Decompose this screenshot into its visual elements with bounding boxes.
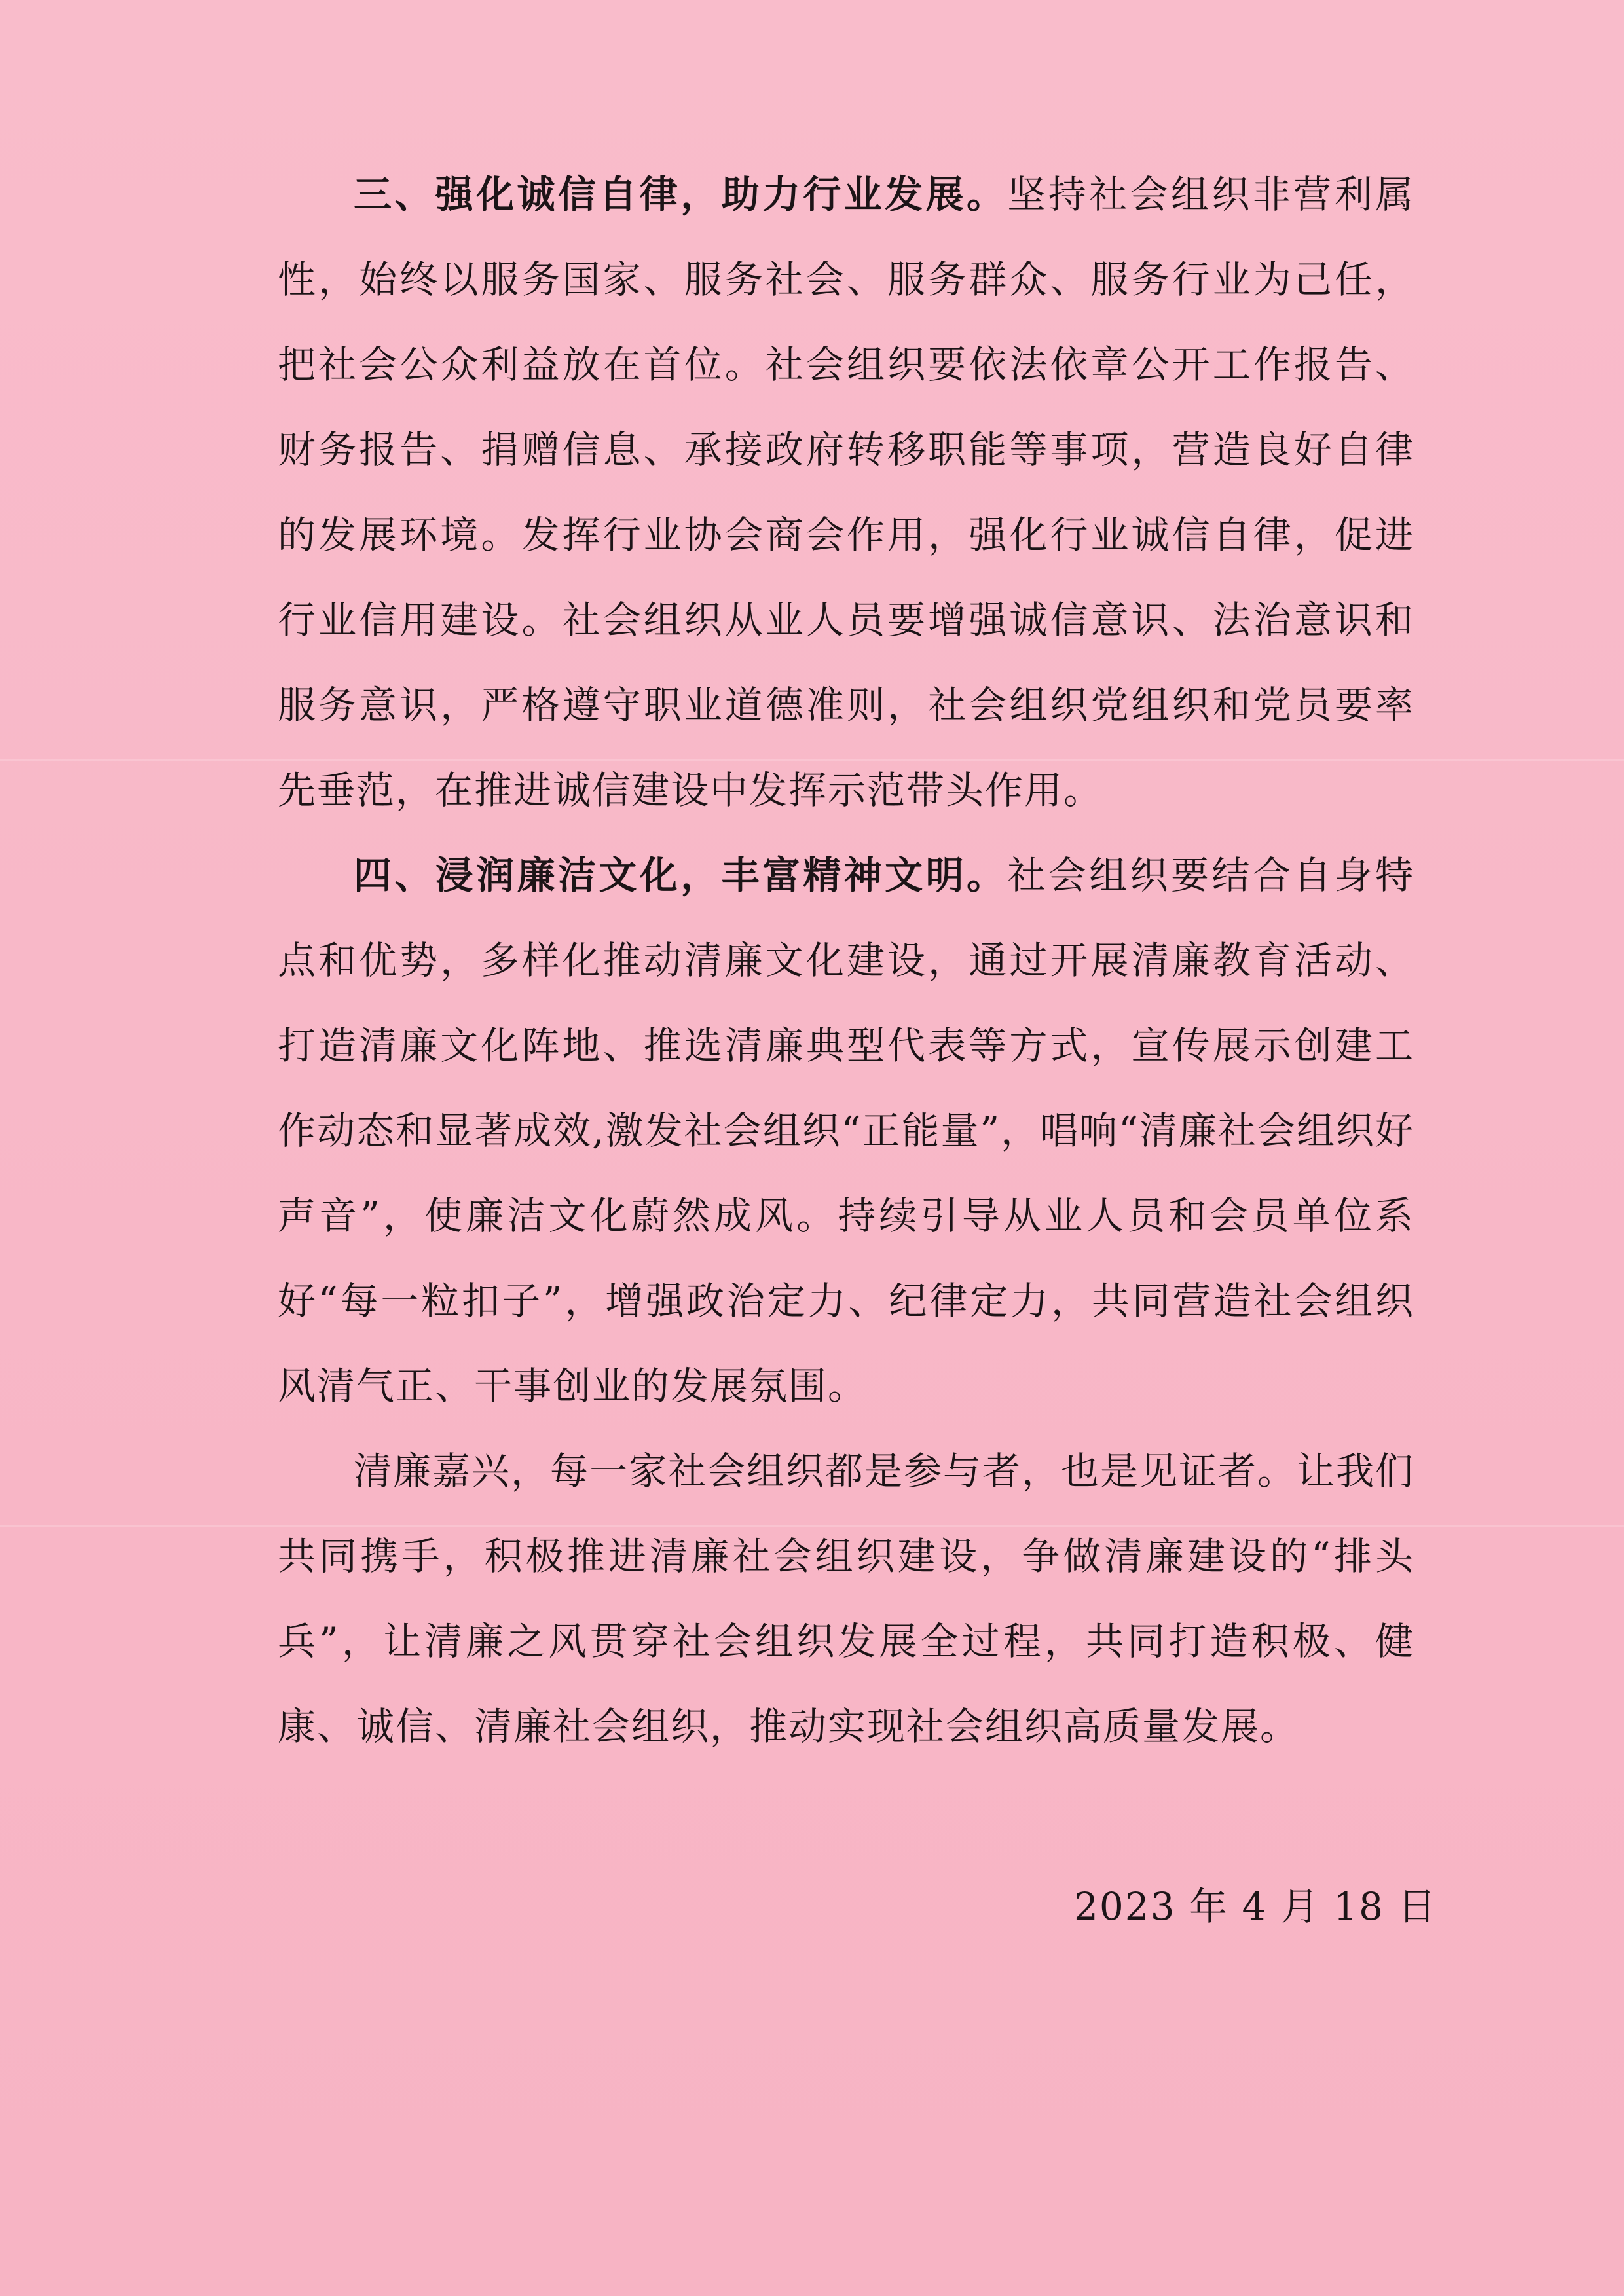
document-body — [278, 152, 1414, 1769]
paragraph-heading: 三、强化诚信自律，助力行业发展。 — [354, 172, 1008, 217]
paragraph-text: 社会组织要结合自身特点和优势，多样化推动清廉文化建设，通过开展清廉教育活动、打造清廉文化阵地、推选清廉典型代表等方式，宣传展示创建工作动态和显著成效,激发社会组织“正能量”，唱响“清廉社会组织好声音”，使廉洁文化蔚然成风。持续引导从业人员和会员单位系好“每一粒扣子”，增强政治定力、纪律定力，共同营造社会组织风清气正、干事创业的发展氛围。 — [278, 853, 1414, 1408]
document-date: 2023 年 4 月 18 日 — [1074, 1884, 1437, 1929]
paragraph-text: 坚持社会组织非营利属性，始终以服务国家、服务社会、服务群众、服务行业为己任，把社会公众利益放在首位。社会组织要依法依章公开工作报告、财务报告、捐赠信息、承接政府转移职能等事项，营造良好自律的发展环境。发挥行业协会商会作用，强化行业诚信自律，促进行业信用建设。社会组织从业人员要增强诚信意识、法治意识和服务意识，严格遵守职业道德准则，社会组织党组织和党员要率先垂范，在推进诚信建设中发挥示范带头作用。 — [278, 172, 1414, 812]
paragraph-closing — [278, 1429, 1414, 1769]
paragraph-integrity — [278, 152, 1414, 833]
paragraph-heading: 四、浸润廉洁文化，丰富精神文明。 — [354, 853, 1008, 898]
paragraph-culture — [278, 833, 1414, 1429]
paragraph-text: 清廉嘉兴，每一家社会组织都是参与者，也是见证者。让我们共同携手，积极推进清廉社会组织建设，争做清廉建设的“排头兵”，让清廉之风贯穿社会组织发展全过程，共同打造积极、健康、诚信、清廉社会组织，推动实现社会组织高质量发展。 — [278, 1449, 1415, 1749]
